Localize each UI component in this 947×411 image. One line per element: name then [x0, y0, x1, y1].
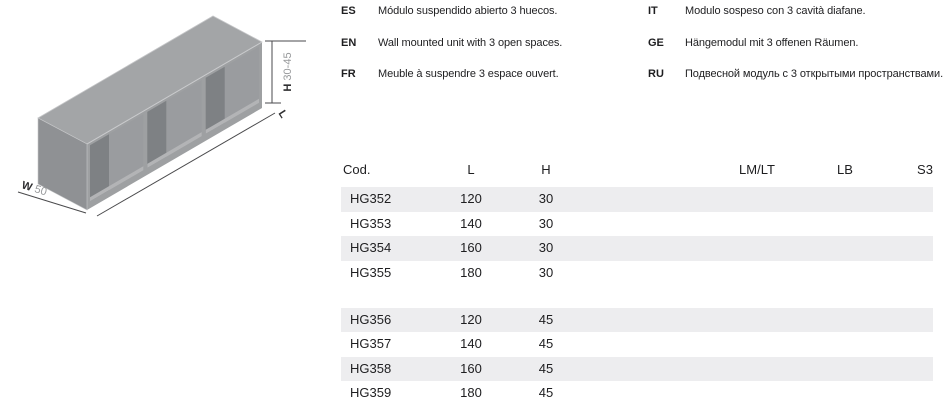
- table-row: [341, 357, 933, 382]
- cell-height: 30: [538, 240, 554, 255]
- cell-code: HG352: [350, 191, 392, 206]
- lang-description: Подвесной модуль с 3 открытыми пространствами.: [685, 68, 944, 80]
- descriptions-left-column: [341, 3, 641, 83]
- lang-row-es: [341, 3, 641, 20]
- lang-description: Hängemodul mit 3 offenen Räumen.: [685, 36, 859, 49]
- cell-code: HG359: [350, 385, 392, 400]
- lang-code: EN: [341, 36, 357, 49]
- table-row: [341, 381, 933, 406]
- cell-code: HG358: [350, 360, 392, 376]
- cell-code: HG354: [350, 240, 392, 255]
- length-dimension-label: L: [275, 108, 290, 121]
- cell-length: 180: [460, 264, 482, 280]
- col-header-cod: Cod.: [343, 162, 371, 177]
- cell-height: 45: [538, 385, 554, 400]
- cell-length: 140: [460, 336, 482, 351]
- cell-length: 120: [460, 191, 482, 206]
- cell-height: 30: [538, 215, 554, 231]
- cell-length: 180: [460, 385, 482, 400]
- table-row: [341, 187, 933, 212]
- cell-code: HG357: [350, 336, 392, 351]
- width-dimension-label: W 50: [20, 179, 49, 199]
- table-row: [341, 308, 933, 333]
- cell-height: 45: [538, 336, 554, 351]
- lang-row-en: [341, 35, 641, 52]
- lang-row-ru: [648, 66, 947, 83]
- height-dimension-label: H 30-45: [282, 52, 294, 92]
- table-row: [341, 332, 933, 357]
- cell-length: 160: [460, 240, 482, 255]
- cell-height: 30: [538, 264, 554, 280]
- lang-code: IT: [648, 5, 658, 17]
- lang-description: Módulo suspendido abierto 3 huecos.: [378, 5, 558, 17]
- product-isometric-diagram: [0, 0, 320, 240]
- lang-code: GE: [648, 36, 664, 49]
- cell-code: HG355: [350, 264, 392, 280]
- lang-description: Wall mounted unit with 3 open spaces.: [378, 36, 563, 49]
- lang-code: ES: [341, 5, 356, 17]
- cell-code: HG353: [350, 215, 392, 231]
- col-header-lb: LB: [837, 162, 853, 177]
- col-header-s3: S3: [917, 162, 933, 177]
- cell-height: 45: [538, 360, 554, 376]
- cell-height: 30: [538, 191, 554, 206]
- lang-row-fr: [341, 66, 641, 83]
- cell-length: 140: [460, 215, 482, 231]
- lang-code: RU: [648, 68, 664, 80]
- lang-row-ge: [648, 35, 947, 52]
- col-header-lmlt: LM/LT: [739, 162, 775, 177]
- cell-length: 160: [460, 360, 482, 376]
- descriptions-right-column: [648, 3, 947, 83]
- spec-table: [341, 187, 933, 406]
- table-header: [341, 162, 933, 178]
- col-header-h: H: [541, 162, 551, 177]
- table-row: [341, 212, 933, 237]
- table-row: [341, 261, 933, 286]
- cell-code: HG356: [350, 311, 392, 327]
- cell-height: 45: [538, 311, 554, 327]
- cell-length: 120: [460, 311, 482, 327]
- table-row: [341, 236, 933, 261]
- lang-code: FR: [341, 68, 356, 80]
- col-header-l: L: [467, 162, 475, 177]
- lang-description: Modulo sospeso con 3 cavità diafane.: [685, 5, 866, 17]
- lang-row-it: [648, 3, 947, 20]
- table-group-h45: [341, 308, 933, 406]
- table-group-h30: [341, 187, 933, 285]
- lang-description: Meuble à suspendre 3 espace ouvert.: [378, 68, 559, 80]
